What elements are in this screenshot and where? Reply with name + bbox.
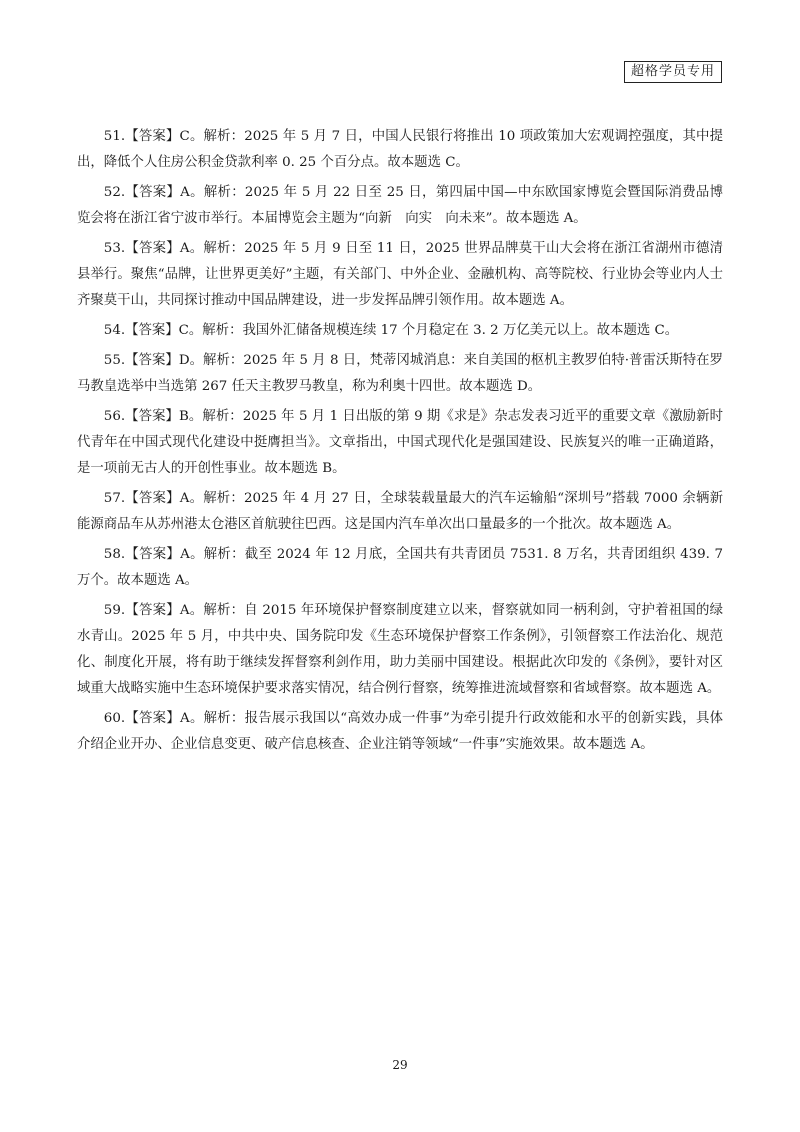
answer-item-59: 59.【答案】A。解析：自 2015 年环境保护督察制度建立以来，督察就如同一柄利剑，守护着祖国的绿水青山。2025 年 5 月，中共中央、国务院印发《生态环境保护督察工作条例》，引领督察工作法治化、规范化、制度化开展，将有助于继续发挥督察利剑作用，助力美丽中国建设。根据此次印发的《条例》，要针对区域重大战略实施中生态环境保护要求落实情况，结合例行督察，统筹推进流域督察和省域督察。故本题选 A。 — [77, 603, 723, 696]
student-only-label: 超格学员专用 — [624, 61, 722, 83]
answer-item-57: 57.【答案】A。解析：2025 年 4 月 27 日，全球装载量最大的汽车运输船“深圳号”搭载 7000 余辆新能源商品车从苏州港太仓港区首航驶往巴西。这是国内汽车单次出口量最多的一个批次。故本题选 A。 — [77, 491, 723, 532]
answer-item-60: 60.【答案】A。解析：报告展示我国以“高效办成一件事”为牵引提升行政效能和水平的创新实践，具体介绍企业开办、企业信息变更、破产信息核查、企业注销等领域“一件事”实施效果。故本题选 A。 — [77, 711, 723, 752]
answer-list — [77, 124, 723, 762]
answer-item-58: 58.【答案】A。解析：截至 2024 年 12 月底，全国共有共青团员 7531. 8 万名，共青团组织 439. 7 万个。故本题选 A。 — [77, 547, 723, 588]
answer-item-52: 52.【答案】A。解析：2025 年 5 月 22 日至 25 日，第四届中国—中东欧国家博览会暨国际消费品博览会将在浙江省宁波市举行。本届博览会主题为“向新 向实 向未来”。故本题选 A。 — [77, 185, 723, 226]
answer-item-54: 54.【答案】C。解析：我国外汇储备规模连续 17 个月稳定在 3. 2 万亿美元以上。故本题选 C。 — [103, 323, 679, 338]
answer-item-53: 53.【答案】A。解析：2025 年 5 月 9 日至 11 日，2025 世界品牌莫干山大会将在浙江省湖州市德清县举行。聚焦“品牌，让世界更美好”主题，有关部门、中外企业、金融机构、高等院校、行业协会等业内人士齐聚莫干山，共同探讨推动中国品牌建设，进一步发挥品牌引领作用。故本题选 A。 — [77, 241, 723, 308]
page-number: 29 — [392, 1058, 408, 1072]
answer-item-55: 55.【答案】D。解析：2025 年 5 月 8 日，梵蒂冈城消息：来自美国的枢机主教罗伯特·普雷沃斯特在罗马教皇选举中当选第 267 任天主教罗马教皇，称为利奥十四世。故本题选 D。 — [77, 353, 723, 394]
answer-item-51: 51.【答案】C。解析：2025 年 5 月 7 日，中国人民银行将推出 10 项政策加大宏观调控强度，其中提出，降低个人住房公积金贷款利率 0. 25 个百分点。故本题选 C。 — [77, 129, 723, 170]
answer-item-56: 56.【答案】B。解析：2025 年 5 月 1 日出版的第 9 期《求是》杂志发表习近平的重要文章《激励新时代青年在中国式现代化建设中挺膺担当》。文章指出，中国式现代化是强国建设、民族复兴的唯一正确道路，是一项前无古人的开创性事业。故本题选 B。 — [77, 409, 723, 476]
